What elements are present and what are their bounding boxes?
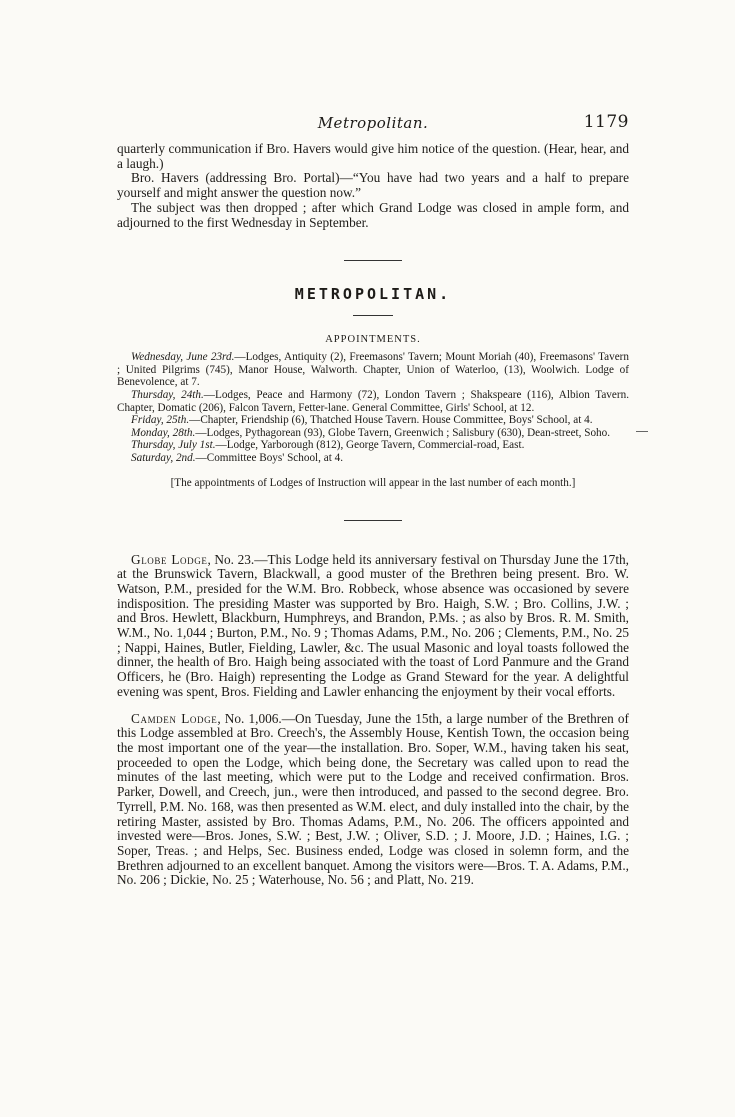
lodge-report (117, 712, 629, 888)
appointment-date: Monday, 28th. (131, 426, 196, 439)
appointment-text: —Chapter, Friendship (6), Thatched House Tavern. House Committee, Boys' School, at 4. (189, 414, 593, 427)
appointment-item (117, 414, 629, 427)
appointment-date: Thursday, July 1st. (131, 439, 216, 452)
appointment-text: —Lodge, Yarborough (812), George Tavern, Commercial-road, East. (215, 439, 525, 452)
lodge-report-text: , No. 1,006.—On Tuesday, June the 15th, a large number of the Brethren of this Lodge assembled at Bro. Creech's, the Assembly House, Kentish Town, the occasion being the most important one of the year—the installation. Bro. Soper, W.M., having taken his seat, proceeded to open the Lodge, which being done, the Secretary was called upon to read the minutes of the last meeting, which were put to the Lodge and received confirmation. Bros. Parker, Dowell, and Creech, jun., were then introduced, and passed to the second degree. Bro. Tyrrell, P.M. No. 168, was then presented as W.M. elect, and duly installed into the chair, by the retiring Master, assisted by Bro. Thomas Adams, P.M., No. 206. The officers appointed and invested were—Bros. Jones, S.W. ; Best, J.W. ; Oliver, S.D. ; J. Moore, J.D. ; Haines, I.G. ; Soper, Treas. ; and Helps, Sec. Business ended, Lodge was closed in solemn form, and the Brethren adjourned to an excellent banquet. Among the visitors were—Bros. T. A. Adams, P.M., No. 206 ; Dickie, No. 25 ; Waterhouse, No. 56 ; and Platt, No. 219. (117, 710, 629, 888)
appointment-text: —Lodges, Antiquity (2), Freemasons' Tavern; Mount Moriah (40), Freemasons' Tavern ; United Pilgrims (745), Manor House, Walworth. Chapter, Union of Waterloo, (13), Woolwich. Lodge of Benevolence, at 7. (117, 351, 629, 389)
section-title: METROPOLITAN. (294, 285, 452, 304)
lodge-report (117, 553, 629, 700)
lodge-name: Globe Lodge (131, 551, 208, 567)
intro-paragraph: quarterly communication if Bro. Havers would give him notice of the question. (Hear, hear, and a laugh.) (117, 141, 629, 171)
appointment-item (117, 427, 629, 440)
page-header (117, 112, 629, 138)
appointment-date: Saturday, 2nd. (131, 451, 196, 464)
appointment-date: Wednesday, June 23rd. (131, 351, 235, 364)
appointments-note: [The appointments of Lodges of Instruction will appear in the last number of each month.] (170, 476, 576, 489)
lodge-name: Camden Lodge (131, 710, 218, 726)
page-number: 1179 (583, 112, 629, 132)
appointment-date: Thursday, 24th. (131, 389, 204, 401)
lodge-report-text: , No. 23.—This Lodge held its anniversary festival on Thursday June the 17th, at the Brunswick Tavern, Blackwall, a good muster of the Brethren being present. Bro. W. Watson, P.M., presided for the W.M. Bro. Robbeck, whose absence was occasioned by severe indisposition. The presiding Master was supported by Bro. Haigh, S.W. ; Bro. Collins, J.W. ; and Bros. Hewlett, Blackburn, Humphreys, and Brandon, P.Ms. ; as also by Bros. R. M. Smith, W.M., No. 1,044 ; Burton, P.M., No. 9 ; Thomas Adams, P.M., No. 206 ; Clements, P.M., No. 25 ; Nappi, Haines, Butler, Fielding, Lawler, &c. The usual Masonic and loyal toasts followed the dinner, the health of Bro. Haigh being associated with the toast of Lord Panmure and the Grand Officers, he (Bro. Haigh) representing the Lodge as Grand Steward for the year. A delightful evening was spent, Bros. Fielding and Lawler enhancing the enjoyment by their vocal efforts. (117, 551, 629, 699)
divider-rule (344, 520, 402, 521)
appointments-list (117, 351, 629, 464)
appointment-item (117, 351, 629, 389)
appointments-heading: APPOINTMENTS. (325, 334, 421, 346)
appointment-text: —Lodges, Peace and Harmony (72), London Tavern ; Shakspeare (116), Albion Tavern. Chapter, Domatic (206), Falcon Tavern, Fetter-lane. General Committee, Girls' School, at 12. (117, 389, 629, 414)
intro-text (117, 142, 629, 230)
divider-rule (353, 315, 393, 316)
appointment-text: —Committee Boys' School, at 4. (195, 451, 343, 464)
divider-rule (344, 260, 402, 261)
lodge-reports (117, 553, 629, 888)
appointment-item (117, 439, 629, 452)
appointment-text: —Lodges, Pythagorean (93), Globe Tavern, Greenwich ; Salisbury (630), Dean-street, Soho. (195, 426, 611, 439)
intro-paragraph: Bro. Havers (addressing Bro. Portal)—“You have had two years and a half to prepare yourself and might answer the question now.” (117, 170, 629, 201)
appointment-date: Friday, 25th. (131, 414, 190, 427)
margin-mark (636, 431, 648, 432)
appointment-item (117, 389, 629, 414)
intro-paragraph: The subject was then dropped ; after which Grand Lodge was closed in ample form, and adjourned to the first Wednesday in September. (117, 199, 629, 230)
running-title: Metropolitan. (317, 114, 429, 132)
page (117, 112, 629, 888)
appointment-item (117, 452, 629, 465)
